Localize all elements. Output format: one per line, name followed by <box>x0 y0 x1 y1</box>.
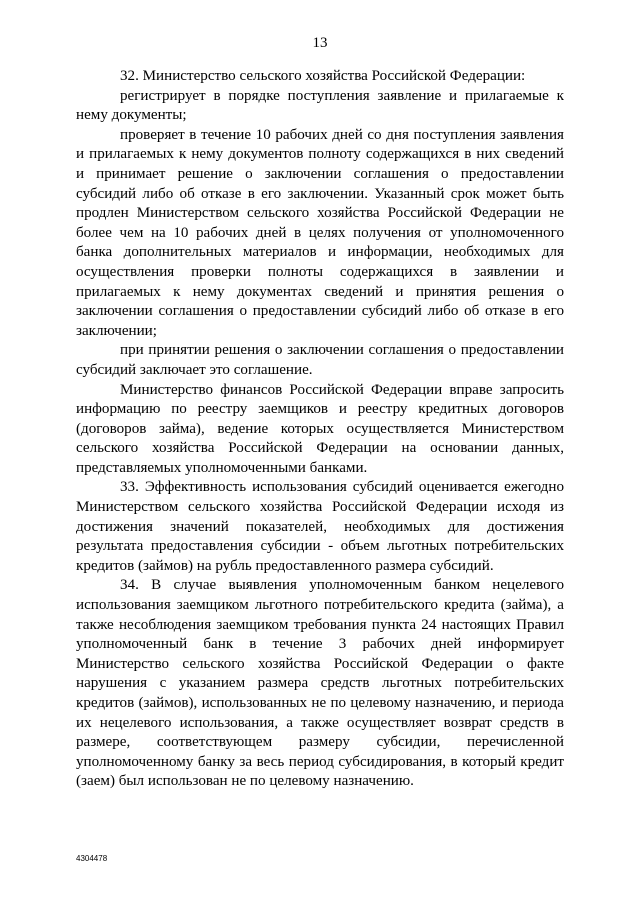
paragraph-registers: регистрирует в порядке поступления заявление и прилагаемые к нему документы; <box>76 87 564 124</box>
paragraph-minfin: Министерство финансов Российской Федерации вправе запросить информацию по реестру заемщиков и реестру кредитных договоров (договоров займа), ведение которых осуществляется Министерством сельского хозяйства Российской Федерации на основании данных, представляемых уполномоченными банками. <box>76 381 564 476</box>
paragraph-34: 34. В случае выявления уполномоченным банком нецелевого использования заемщиком льготного потребительского кредита (займа), а также несоблюдения заемщиком требования пункта 24 настоящих Правил уполномоченный банк в течение 3 рабочих дней информирует Министерство сельского хозяйства Российской Федерации о факте нарушения с указанием размера средств льготных потребительских кредитов (займов), использованных не по целевому назначению, и периода их нецелевого использования, а также осуществляет возврат средств в размере, соответствующем размеру субсидии, перечисленной уполномоченному банку за весь период субсидирования, в который кредит (заем) был использован не по целевому назначению. <box>76 577 564 790</box>
document-body <box>76 67 564 792</box>
paragraph-checks: проверяет в течение 10 рабочих дней со дня поступления заявления и прилагаемых к нему документов полноту содержащихся в них сведений и принимает решение о заключении соглашения о предоставлении субсидий либо об отказе в его заключении. Указанный срок может быть продлен Министерством сельского хозяйства Российской Федерации не более чем на 10 рабочих дней в целях получения от уполномоченного банка дополнительных материалов и информации, необходимых для осуществления проверки полноты содержащихся в заявлении и прилагаемых к нему документах сведений и принятия решения о заключении соглашения о предоставлении субсидий либо об отказе в его заключении; <box>76 126 564 339</box>
paragraph-33: 33. Эффективность использования субсидий оценивается ежегодно Министерством сельского хозяйства Российской Федерации исходя из достижения значений показателей, необходимых для достижения результата предоставления субсидии - объем льготных потребительских кредитов (займов) на рубль предоставленного размера субсидий. <box>76 479 564 574</box>
paragraph-32-heading: 32. Министерство сельского хозяйства Российской Федерации: <box>120 68 526 84</box>
page-number: 13 <box>312 35 328 51</box>
paragraph-concludes: при принятии решения о заключении соглашения о предоставлении субсидий заключает это соглашение. <box>76 342 564 378</box>
document-id: 4304478 <box>76 854 108 863</box>
